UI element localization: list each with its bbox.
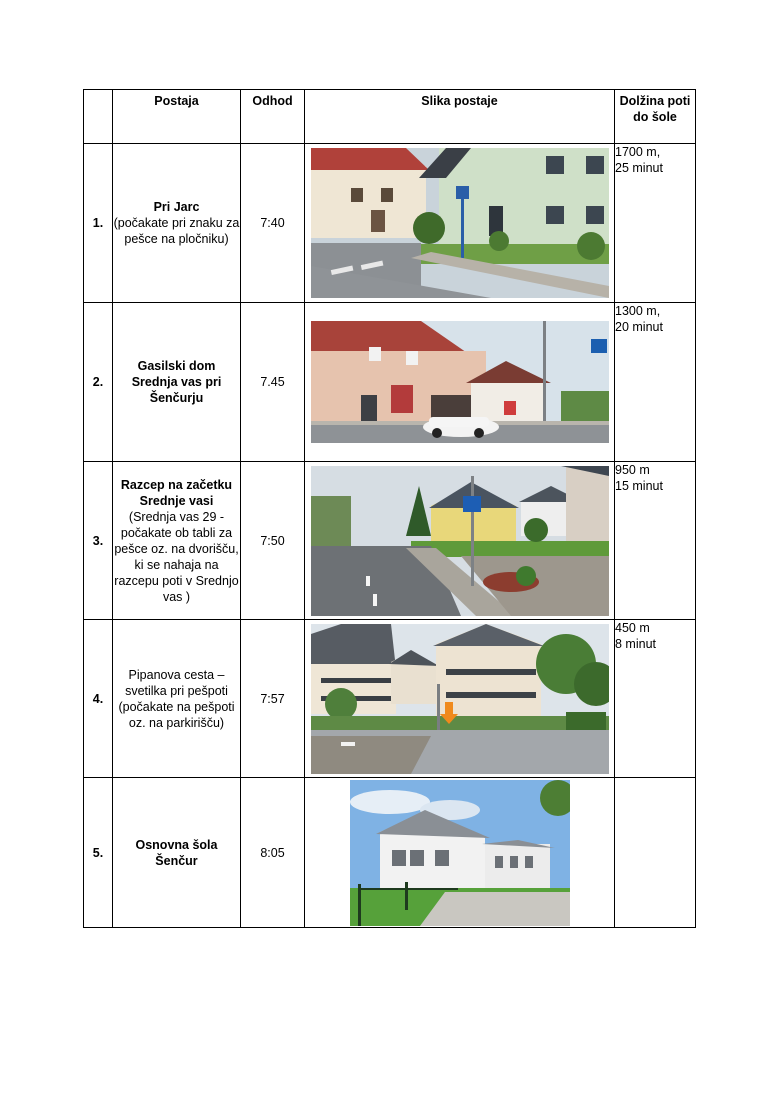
row-number: 1. [84, 144, 113, 303]
header-distance: Dolžina poti do šole [615, 90, 696, 144]
station-name: Osnovna šola Šenčur [135, 837, 218, 868]
duration-value: 20 minut [615, 320, 663, 334]
station-photo [311, 624, 609, 774]
table-row [84, 144, 696, 303]
distance-cell [615, 620, 696, 778]
station-photo-cell [305, 144, 615, 303]
station-photo-cell [305, 462, 615, 620]
station-note: (počakate pri znaku za pešce na pločniku) [113, 216, 240, 246]
table-row [84, 303, 696, 462]
distance-value: 450 m [615, 621, 650, 635]
distance-value: 950 m [615, 463, 650, 477]
station-photo [350, 780, 570, 926]
distance-value: 1300 m, [615, 304, 661, 318]
duration-value: 25 minut [615, 161, 663, 175]
duration-value: 8 minut [615, 637, 656, 651]
station-photo-cell [305, 620, 615, 778]
table-row [84, 620, 696, 778]
station-name: Pri Jarc [153, 200, 200, 214]
row-number: 3. [84, 462, 113, 620]
station-name: Gasilski dom Srednja vas pri Šenčurju [131, 359, 222, 405]
departure-time: 7:50 [241, 462, 305, 620]
distance-cell [615, 303, 696, 462]
station-cell [113, 620, 241, 778]
duration-value: 15 minut [615, 479, 663, 493]
header-photo: Slika postaje [305, 90, 615, 144]
station-photo [311, 466, 609, 616]
station-cell [113, 778, 241, 928]
bus-stops-table [83, 89, 696, 928]
station-name: Razcep na začetku Srednje vasi [120, 477, 233, 508]
table-row [84, 462, 696, 620]
header-station: Postaja [113, 90, 241, 144]
station-photo-cell [305, 303, 615, 462]
table-row [84, 778, 696, 928]
departure-time: 8:05 [241, 778, 305, 928]
header-row [84, 90, 696, 144]
station-cell [113, 303, 241, 462]
row-number: 5. [84, 778, 113, 928]
station-photo [311, 148, 609, 298]
station-photo [311, 321, 609, 443]
distance-cell [615, 144, 696, 303]
header-departure: Odhod [241, 90, 305, 144]
station-cell [113, 462, 241, 620]
station-note: (Srednja vas 29 - počakate ob tabli za pešce oz. na dvorišču, ki se nahaja na razcepu poti v Srednjo vas ) [114, 509, 239, 604]
row-number: 2. [84, 303, 113, 462]
distance-cell [615, 778, 696, 928]
header-num [84, 90, 113, 144]
row-number: 4. [84, 620, 113, 778]
departure-time: 7:57 [241, 620, 305, 778]
departure-time: 7:40 [241, 144, 305, 303]
station-photo-cell [305, 778, 615, 928]
distance-cell [615, 462, 696, 620]
station-note: Pipanova cesta – svetilka pri pešpoti (počakate na pešpoti oz. na parkirišču) [118, 667, 235, 730]
distance-value: 1700 m, [615, 145, 661, 159]
departure-time: 7.45 [241, 303, 305, 462]
station-cell [113, 144, 241, 303]
